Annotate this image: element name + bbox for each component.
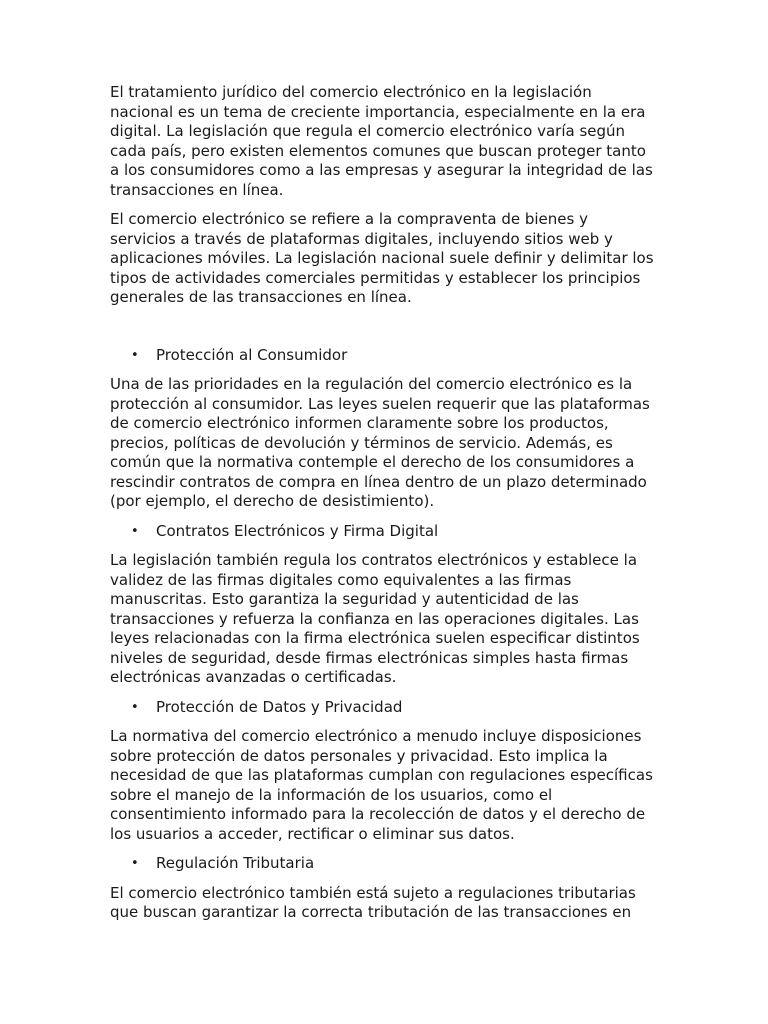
section-heading-consumer-protection [110, 346, 658, 366]
document-page [110, 83, 658, 933]
bullet-icon: • [131, 856, 139, 871]
bullet-icon: • [131, 347, 139, 363]
section-heading-label: Protección de Datos y Privacidad [156, 697, 403, 716]
section-body-electronic-contracts: La legislación también regula los contratos electrónicos y establece la validez de las firmas digitales como equivalentes a las firmas manuscritas. Esto garantiza la seguridad y autenticidad de las transacciones y refuerza la confianza en las operaciones digitales. Las leyes relacionadas con la firma electrónica suelen especificar distintos niveles de seguridad, desde firmas electrónicas simples hasta firmas electrónicas avanzadas o certificadas. [110, 551, 640, 686]
bullet-icon: • [131, 699, 139, 715]
intro-paragraph-1: El tratamiento jurídico del comercio electrónico en la legislación nacional es un tema de creciente importancia, especialmente en la era digital. La legislación que regula el comercio electrónico varía según cada país, pero existen elementos comunes que buscan proteger tanto a los consumidores como a las empresas y asegurar la integridad de las transacciones en línea. [110, 83, 653, 199]
section-heading-tax-regulation [110, 854, 658, 874]
section-heading-electronic-contracts [110, 522, 658, 542]
section-heading-data-protection [110, 698, 658, 718]
section-heading-label: Regulación Tributaria [156, 854, 315, 872]
section-body-consumer-protection: Una de las prioridades en la regulación del comercio electrónico es la protección al consumidor. Las leyes suelen requerir que las plataformas de comercio electrónico informen claramente sobre los productos, precios, políticas de devolución y términos de servicio. Además, es común que la normativa contemple el derecho de los consumidores a rescindir contratos de compra en línea dentro de un plazo determinado (por ejemplo, el derecho de desistimiento). [110, 375, 650, 510]
bullet-icon: • [131, 523, 139, 539]
section-body-data-protection: La normativa del comercio electrónico a menudo incluye disposiciones sobre protección de datos personales y privacidad. Esto implica la necesidad de que las plataformas cumplan con regulaciones específicas sobre el manejo de la información de los usuarios, como el consentimiento informado para la recolección de datos y el derecho de los usuarios a acceder, rectificar o eliminar sus datos. [110, 727, 653, 843]
blank-line [110, 318, 658, 346]
section-heading-label: Contratos Electrónicos y Firma Digital [156, 521, 439, 540]
section-body-tax-regulation: El comercio electrónico también está sujeto a regulaciones tributarias que buscan garantizar la correcta tributación de las transacciones en [110, 883, 636, 921]
section-heading-label: Protección al Consumidor [156, 345, 348, 364]
intro-paragraph-2: El comercio electrónico se refiere a la compraventa de bienes y servicios a través de plataformas digitales, incluyendo sitios web y aplicaciones móviles. La legislación nacional suele definir y delimitar los tipos de actividades comerciales permitidas y establecer los principios generales de las transacciones en línea. [110, 210, 654, 306]
